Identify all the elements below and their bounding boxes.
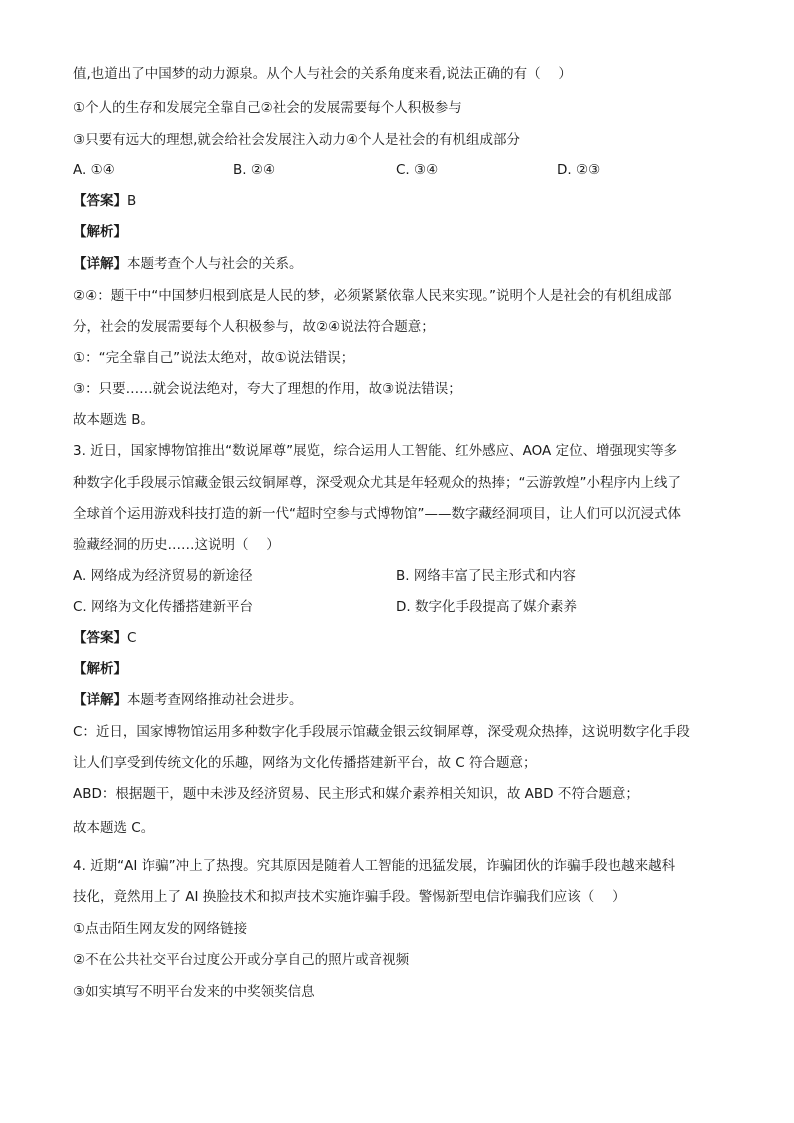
q3-explanation-1: C：近日，国家博物馆运用多种数字化手段展示馆藏金银云纹铜犀尊，深受观众热捧，这说明数字化手段 [73,724,690,740]
q2-analysis-tag: 【解析】 [73,224,127,240]
q3-option-b: B. 网络丰富了民主形式和内容 [396,568,576,584]
q2-conclusion: 故本题选 B。 [73,412,155,428]
q4-item-1: ①点击陌生网友发的网络链接 [73,921,248,937]
q3-stem-3: 全球首个运用游戏科技打造的新一代“超时空参与式博物馆”——数字藏经洞项目，让人们可以沉浸式体 [73,506,681,522]
q3-answer [73,628,136,648]
q3-stem-2: 种数字化手段展示馆藏金银云纹铜犀尊，深受观众尤其是年轻观众的热捧；“云游敦煌”小程序内上线了 [73,475,681,491]
q4-item-2: ②不在公共社交平台过度公开或分享自己的照片或音视频 [73,952,410,968]
q4-stem-2: 技化，竟然用上了 AI 换脸技术和拟声技术实施诈骗手段。警惕新型电信诈骗我们应该（ ） [73,889,626,905]
q2-explanation-4: ③：只要……就会说法绝对，夸大了理想的作用，故③说法错误； [73,381,462,397]
answer-value: B [127,193,137,209]
detail-text: 本题考查个人与社会的关系。 [127,256,303,272]
detail-tag: 【详解】 [73,692,127,708]
q2-explanation-1: ②④：题干中“中国梦归根到底是人民的梦，必须紧紧依靠人民来实现。”说明个人是社会的有机组成部 [73,288,672,304]
q2-option-d: D. ②③ [557,162,601,178]
q3-explanation-2: 让人们享受到传统文化的乐趣，网络为文化传播搭建新平台，故 C 符合题意； [73,755,537,771]
detail-text: 本题考查网络推动社会进步。 [127,692,303,708]
q2-option-b: B. ②④ [233,162,276,178]
q2-answer [73,191,136,211]
answer-tag: 【答案】 [73,193,127,209]
q2-option-a: A. ①④ [73,162,115,178]
q2-stem: 值,也道出了中国梦的动力源泉。从个人与社会的关系角度来看,说法正确的有（ ） [73,66,572,82]
q4-item-3: ③如实填写不明平台发来的中奖领奖信息 [73,984,315,1000]
q3-option-c: C. 网络为文化传播搭建新平台 [73,599,254,615]
answer-value: C [127,630,137,646]
q3-analysis-tag: 【解析】 [73,661,127,677]
q2-statements-2: ③只要有远大的理想,就会给社会发展注入动力④个人是社会的有机组成部分 [73,132,520,148]
q2-explanation-2: 分，社会的发展需要每个人积极参与，故②④说法符合题意； [73,319,435,335]
q2-option-c: C. ③④ [396,162,439,178]
q2-statements-1: ①个人的生存和发展完全靠自己②社会的发展需要每个人积极参与 [73,100,462,116]
q3-option-a: A. 网络成为经济贸易的新途径 [73,568,253,584]
q3-option-d: D. 数字化手段提高了媒介素养 [396,599,577,615]
q3-detail [73,690,303,710]
q2-explanation-3: ①：“完全靠自己”说法太绝对，故①说法错误； [73,350,355,366]
detail-tag: 【详解】 [73,256,127,272]
q3-conclusion: 故本题选 C。 [73,820,155,836]
q3-stem-4: 验藏经洞的历史……这说明（ ） [73,537,280,553]
q2-detail [73,254,303,274]
q3-explanation-3: ABD：根据题干，题中未涉及经济贸易、民主形式和媒介素养相关知识，故 ABD 不符合题意； [73,786,639,802]
answer-tag: 【答案】 [73,630,127,646]
q4-stem-1: 4. 近期“AI 诈骗”冲上了热搜。究其原因是随着人工智能的迅猛发展，诈骗团伙的诈骗手段也越来越科 [73,858,676,874]
q3-stem-1: 3. 近日，国家博物馆推出“数说犀尊”展览，综合运用人工智能、红外感应、AOA 定位、增强现实等多 [73,443,678,459]
